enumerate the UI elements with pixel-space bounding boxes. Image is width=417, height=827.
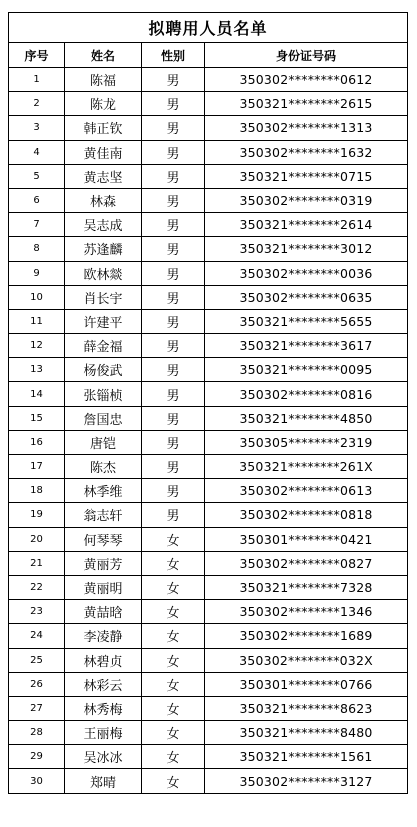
cell-gender: 男 [142,358,205,382]
cell-name: 林秀梅 [65,696,142,720]
cell-name: 翁志轩 [65,503,142,527]
cell-name: 陈福 [65,68,142,92]
cell-name: 黄丽明 [65,575,142,599]
cell-id-number: 350321********0715 [205,164,408,188]
cell-name: 吴志成 [65,213,142,237]
cell-gender: 女 [142,551,205,575]
table-title: 拟聘用人员名单 [9,13,408,43]
cell-name: 林彩云 [65,672,142,696]
table-row [9,503,408,527]
cell-id-number: 350302********1346 [205,600,408,624]
table-row [9,261,408,285]
table-row [9,285,408,309]
cell-serial: 21 [9,551,65,575]
cell-gender: 女 [142,648,205,672]
cell-id-number: 350302********0635 [205,285,408,309]
table-row [9,406,408,430]
cell-gender: 女 [142,672,205,696]
cell-gender: 男 [142,92,205,116]
cell-serial: 16 [9,430,65,454]
table-row [9,479,408,503]
cell-serial: 1 [9,68,65,92]
table-row [9,575,408,599]
cell-id-number: 350302********0816 [205,382,408,406]
header-serial: 序号 [9,43,65,68]
cell-id-number: 350301********0421 [205,527,408,551]
cell-serial: 8 [9,237,65,261]
table-row [9,92,408,116]
cell-id-number: 350302********0319 [205,188,408,212]
cell-name: 陈龙 [65,92,142,116]
table-row [9,309,408,333]
cell-name: 詹国忠 [65,406,142,430]
cell-serial: 23 [9,600,65,624]
cell-gender: 男 [142,309,205,333]
cell-serial: 19 [9,503,65,527]
cell-serial: 11 [9,309,65,333]
cell-name: 薛金福 [65,334,142,358]
cell-id-number: 350302********1689 [205,624,408,648]
cell-id-number: 350321********5655 [205,309,408,333]
cell-serial: 12 [9,334,65,358]
cell-name: 何琴琴 [65,527,142,551]
cell-name: 林季维 [65,479,142,503]
cell-serial: 14 [9,382,65,406]
candidate-list-sheet [8,12,408,794]
cell-serial: 2 [9,92,65,116]
cell-name: 许建平 [65,309,142,333]
cell-gender: 男 [142,334,205,358]
cell-gender: 女 [142,600,205,624]
cell-name: 韩正钦 [65,116,142,140]
cell-serial: 28 [9,721,65,745]
table-row [9,382,408,406]
cell-gender: 男 [142,479,205,503]
table-row [9,358,408,382]
table-row [9,164,408,188]
cell-gender: 男 [142,68,205,92]
cell-name: 黄喆晗 [65,600,142,624]
cell-gender: 男 [142,503,205,527]
cell-name: 唐铠 [65,430,142,454]
cell-gender: 男 [142,237,205,261]
cell-name: 郑晴 [65,769,142,793]
cell-serial: 3 [9,116,65,140]
cell-id-number: 350302********0613 [205,479,408,503]
cell-id-number: 350302********0827 [205,551,408,575]
cell-name: 张锱桢 [65,382,142,406]
cell-gender: 男 [142,261,205,285]
cell-gender: 男 [142,213,205,237]
cell-name: 林碧贞 [65,648,142,672]
cell-id-number: 350305********2319 [205,430,408,454]
cell-serial: 27 [9,696,65,720]
table-row [9,334,408,358]
table-row [9,527,408,551]
cell-serial: 22 [9,575,65,599]
cell-id-number: 350321********2615 [205,92,408,116]
cell-gender: 女 [142,769,205,793]
cell-serial: 17 [9,455,65,479]
cell-serial: 4 [9,140,65,164]
cell-name: 陈杰 [65,455,142,479]
table-row [9,140,408,164]
cell-serial: 20 [9,527,65,551]
cell-name: 王丽梅 [65,721,142,745]
cell-serial: 7 [9,213,65,237]
cell-gender: 男 [142,430,205,454]
cell-serial: 10 [9,285,65,309]
table-row [9,600,408,624]
cell-id-number: 350301********0766 [205,672,408,696]
table-row [9,188,408,212]
cell-serial: 15 [9,406,65,430]
header-name: 姓名 [65,43,142,68]
cell-gender: 男 [142,285,205,309]
cell-gender: 女 [142,624,205,648]
cell-id-number: 350321********261X [205,455,408,479]
cell-serial: 30 [9,769,65,793]
table-row [9,721,408,745]
cell-gender: 女 [142,721,205,745]
cell-serial: 9 [9,261,65,285]
table-row [9,551,408,575]
cell-serial: 18 [9,479,65,503]
cell-name: 黄丽芳 [65,551,142,575]
cell-name: 黄志坚 [65,164,142,188]
cell-gender: 女 [142,745,205,769]
header-row [9,43,408,68]
cell-id-number: 350302********0612 [205,68,408,92]
header-id-number: 身份证号码 [205,43,408,68]
cell-gender: 男 [142,116,205,140]
cell-name: 吴冰冰 [65,745,142,769]
cell-serial: 26 [9,672,65,696]
table-row [9,455,408,479]
cell-serial: 6 [9,188,65,212]
cell-gender: 女 [142,527,205,551]
cell-serial: 13 [9,358,65,382]
cell-id-number: 350321********3617 [205,334,408,358]
cell-id-number: 350321********8623 [205,696,408,720]
cell-id-number: 350321********4850 [205,406,408,430]
cell-serial: 5 [9,164,65,188]
cell-serial: 24 [9,624,65,648]
cell-id-number: 350321********8480 [205,721,408,745]
table-row [9,624,408,648]
cell-gender: 女 [142,696,205,720]
cell-gender: 男 [142,455,205,479]
cell-id-number: 350302********3127 [205,769,408,793]
cell-gender: 男 [142,406,205,430]
table-row [9,213,408,237]
table-row [9,430,408,454]
cell-id-number: 350302********0036 [205,261,408,285]
cell-serial: 25 [9,648,65,672]
table-body [9,68,408,794]
cell-id-number: 350321********1561 [205,745,408,769]
cell-name: 杨俊武 [65,358,142,382]
cell-gender: 男 [142,164,205,188]
table-row [9,648,408,672]
table-row [9,68,408,92]
table-row [9,237,408,261]
cell-name: 欧林燚 [65,261,142,285]
cell-id-number: 350321********0095 [205,358,408,382]
cell-gender: 男 [142,188,205,212]
table-row [9,745,408,769]
cell-name: 林森 [65,188,142,212]
table-row [9,116,408,140]
cell-serial: 29 [9,745,65,769]
cell-id-number: 350302********032X [205,648,408,672]
cell-id-number: 350321********3012 [205,237,408,261]
cell-id-number: 350302********1632 [205,140,408,164]
table-row [9,769,408,793]
cell-gender: 女 [142,575,205,599]
cell-gender: 男 [142,140,205,164]
candidate-table [8,12,408,794]
cell-name: 黄佳南 [65,140,142,164]
table-row [9,696,408,720]
cell-id-number: 350321********7328 [205,575,408,599]
cell-name: 苏逢麟 [65,237,142,261]
header-gender: 性别 [142,43,205,68]
cell-name: 李凌静 [65,624,142,648]
table-row [9,672,408,696]
cell-id-number: 350321********2614 [205,213,408,237]
cell-id-number: 350302********1313 [205,116,408,140]
cell-id-number: 350302********0818 [205,503,408,527]
cell-gender: 男 [142,382,205,406]
cell-name: 肖长宇 [65,285,142,309]
